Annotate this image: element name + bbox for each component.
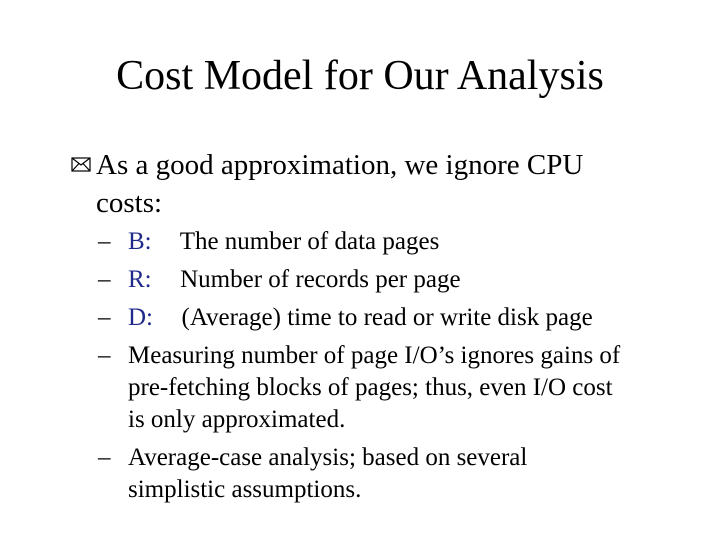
- item-key: D:: [128, 304, 153, 331]
- list-item: [98, 226, 698, 258]
- item-text-line-3: is only approximated.: [128, 406, 346, 433]
- item-text: The number of data pages: [179, 228, 440, 255]
- slide-title: Cost Model for Our Analysis: [116, 53, 604, 99]
- item-text-line-1: Measuring number of page I/O’s ignores gains of: [128, 342, 621, 369]
- list-item: [98, 264, 698, 296]
- item-key: B:: [128, 228, 152, 255]
- main-bullet-line-2: costs:: [96, 187, 163, 219]
- item-text-line-1: Average-case analysis; based on several: [128, 444, 528, 471]
- list-item: [98, 442, 698, 506]
- dash: –: [98, 342, 111, 369]
- item-text-line-2: pre-fetching blocks of pages; thus, even I/O cost: [128, 374, 613, 401]
- dash: –: [98, 304, 111, 331]
- item-text: (Average) time to read or write disk page: [181, 304, 593, 331]
- main-bullet-line-1: As a good approximation, we ignore CPU: [96, 149, 584, 181]
- dash: –: [98, 266, 111, 293]
- main-bullet: [70, 146, 690, 222]
- envelope-icon: [70, 153, 92, 175]
- dash: –: [98, 228, 111, 255]
- item-key: R:: [128, 266, 152, 293]
- dash: –: [98, 444, 111, 471]
- item-text: Number of records per page: [180, 266, 461, 293]
- list-item: [98, 340, 698, 436]
- sub-bullet-list: [98, 226, 698, 512]
- item-text-line-2: simplistic assumptions.: [128, 476, 362, 503]
- list-item: [98, 302, 698, 334]
